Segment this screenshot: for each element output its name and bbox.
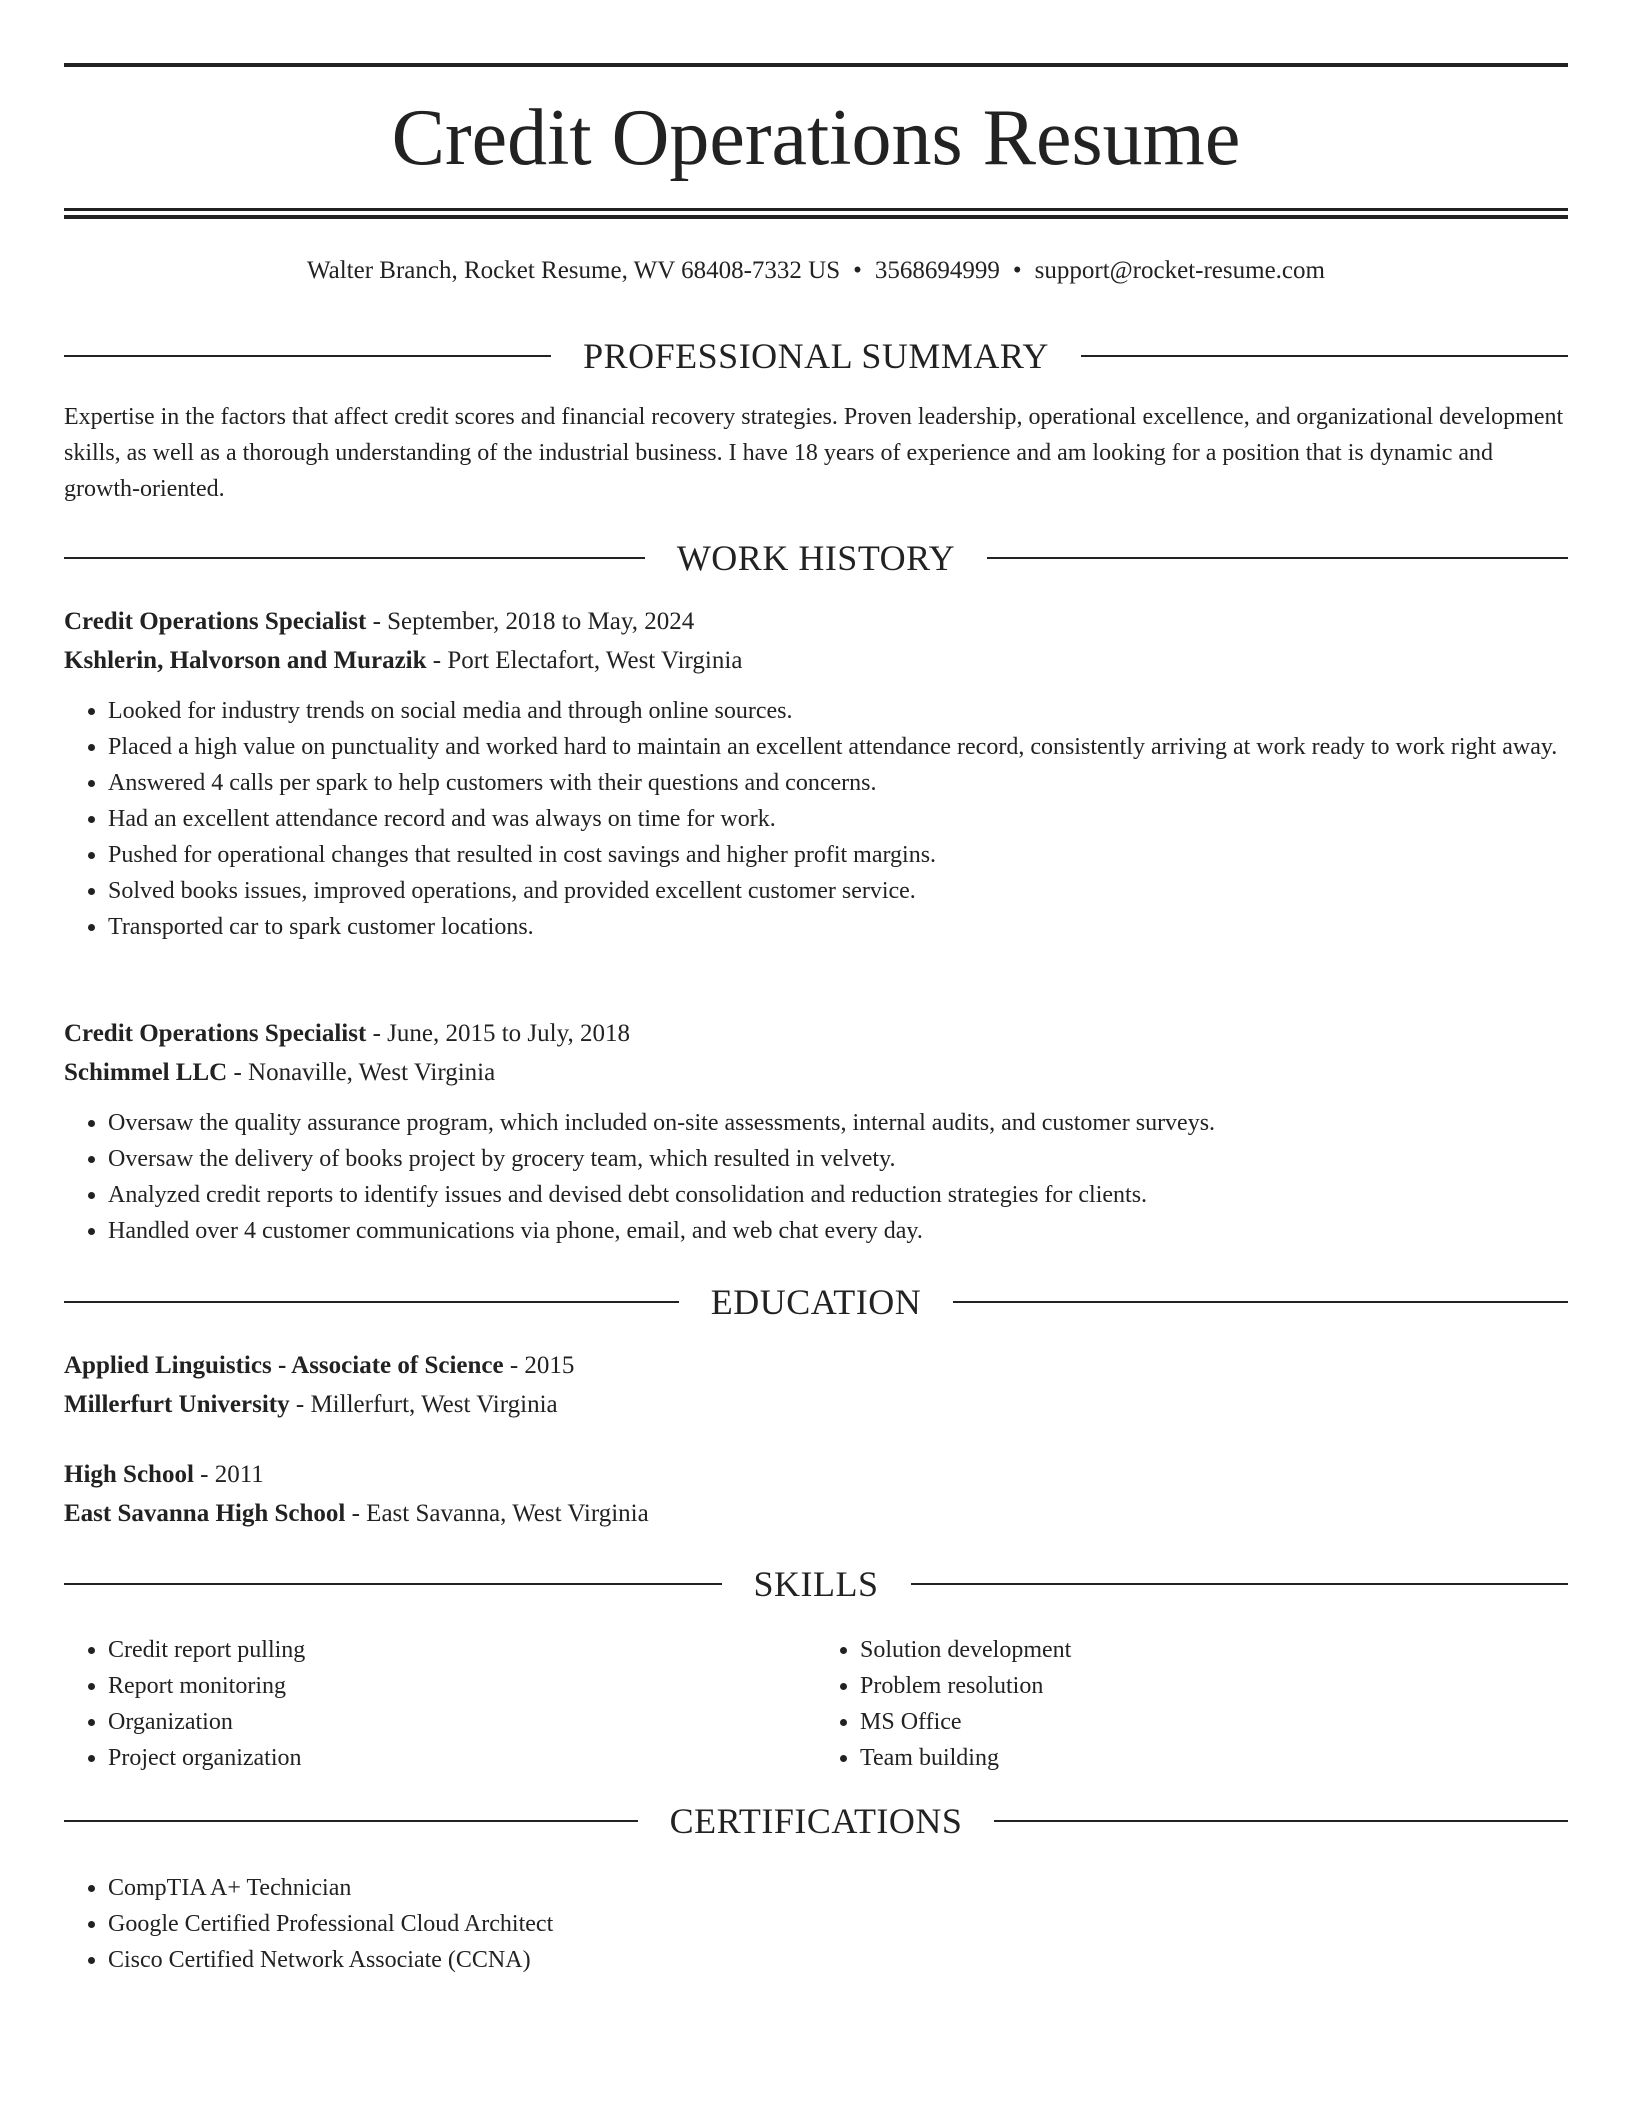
job-dates: - June, 2015 to July, 2018	[366, 1020, 630, 1047]
list-item: • Handled over 4 customer communications via phone, email, and web chat every day.	[108, 1213, 1568, 1249]
job-location: - Port Electafort, West Virginia	[426, 647, 743, 674]
certification-item: • Cisco Certified Network Associate (CCNA)	[108, 1942, 1612, 1978]
education-degree-line	[64, 1346, 1568, 1385]
job-company-line	[64, 1053, 1568, 1092]
certification-item: • CompTIA A+ Technician	[108, 1870, 1612, 1906]
skill-item: • Credit report pulling	[108, 1632, 816, 1668]
top-rule	[64, 63, 1568, 67]
job-company: Schimmel LLC	[64, 1059, 228, 1086]
skill-item: • Team building	[860, 1740, 1568, 1776]
contact-separator: •	[1012, 257, 1022, 284]
section-rule	[953, 1301, 1568, 1303]
section-header-summary	[64, 336, 1568, 376]
contact-address: Walter Branch, Rocket Resume, WV 68408-7332 US	[307, 257, 841, 284]
section-title: EDUCATION	[710, 1282, 922, 1322]
education-school-line	[64, 1385, 1568, 1424]
section-header-certifications	[64, 1801, 1568, 1841]
summary-text: Expertise in the factors that affect credit scores and financial recovery strategies. Proven leadership, operational excellence, and organizational development skills, as well as a thorough understanding of the industrial business. I have 18 years of experience and am looking for a position that is dynamic and growth-oriented.	[64, 404, 1564, 502]
skill-item: • Solution development	[860, 1632, 1568, 1668]
list-item: • Pushed for operational changes that resulted in cost savings and higher profit margins.	[108, 837, 1568, 873]
job-entry	[64, 1014, 1568, 1249]
job-location: - Nonaville, West Virginia	[227, 1059, 496, 1086]
skill-item: • Problem resolution	[860, 1668, 1568, 1704]
list-item: • Oversaw the quality assurance program, which included on-site assessments, internal audits, and customer surveys.	[108, 1105, 1568, 1141]
education-degree: High School	[64, 1461, 194, 1488]
job-title-line	[64, 1014, 1568, 1053]
list-item: • Transported car to spark customer locations.	[108, 909, 1568, 945]
contact-separator: •	[853, 257, 862, 284]
skill-item: • Organization	[108, 1704, 816, 1740]
section-rule	[64, 355, 551, 357]
job-entry	[64, 602, 1568, 945]
education-school: Millerfurt University	[64, 1391, 290, 1418]
section-rule	[64, 1583, 722, 1585]
skills-column-left	[64, 1632, 816, 1776]
section-header-work	[64, 538, 1568, 578]
list-item: • Placed a high value on punctuality and worked hard to maintain an excellent attendance record, consistently arriving at work ready to work right away.	[108, 729, 1568, 765]
job-bullets	[64, 1105, 1568, 1249]
skill-item: • Project organization	[108, 1740, 816, 1776]
list-item: • Oversaw the delivery of books project by grocery team, which resulted in velvety.	[108, 1141, 1568, 1177]
job-title-line	[64, 602, 1568, 641]
section-header-education	[64, 1282, 1568, 1322]
education-school-line	[64, 1494, 1568, 1533]
list-item: • Looked for industry trends on social media and through online sources.	[108, 693, 1568, 729]
education-entry	[64, 1455, 1568, 1533]
certification-item: • Google Certified Professional Cloud Architect	[108, 1906, 1612, 1942]
job-company-line	[64, 641, 1568, 680]
section-title: CERTIFICATIONS	[669, 1801, 963, 1841]
education-location: - East Savanna, West Virginia	[345, 1500, 649, 1527]
section-rule	[911, 1583, 1569, 1585]
resume-title: Credit Operations Resume	[391, 94, 1241, 182]
certifications-list	[64, 1870, 1612, 1978]
section-title: SKILLS	[753, 1564, 879, 1604]
section-rule	[987, 557, 1568, 559]
job-dates: - September, 2018 to May, 2024	[366, 608, 695, 635]
skills-list	[64, 1632, 1568, 1776]
section-rule	[994, 1820, 1568, 1822]
list-item: • Had an excellent attendance record and was always on time for work.	[108, 801, 1568, 837]
section-rule	[64, 557, 645, 559]
education-location: - Millerfurt, West Virginia	[289, 1391, 558, 1418]
title-double-rule	[64, 208, 1568, 219]
skills-column-right	[816, 1632, 1568, 1776]
contact-phone: 3568694999	[874, 257, 1000, 284]
education-year: - 2011	[193, 1461, 264, 1488]
list-item: • Solved books issues, improved operations, and provided excellent customer service.	[108, 873, 1568, 909]
section-rule	[1081, 355, 1568, 357]
job-title: Credit Operations Specialist	[64, 1020, 367, 1047]
education-degree-line	[64, 1455, 1568, 1494]
job-title: Credit Operations Specialist	[64, 608, 367, 635]
section-rule	[64, 1301, 679, 1303]
education-school: East Savanna High School	[64, 1500, 346, 1527]
list-item: • Answered 4 calls per spark to help customers with their questions and concerns.	[108, 765, 1568, 801]
list-item: • Analyzed credit reports to identify issues and devised debt consolidation and reduction strategies for clients.	[108, 1177, 1568, 1213]
section-title: PROFESSIONAL SUMMARY	[583, 336, 1049, 376]
job-bullets	[64, 693, 1568, 945]
education-entry	[64, 1346, 1568, 1424]
skill-item: • MS Office	[860, 1704, 1568, 1740]
skill-item: • Report monitoring	[108, 1668, 816, 1704]
contact-line	[64, 256, 1568, 286]
section-header-skills	[64, 1564, 1568, 1604]
section-title: WORK HISTORY	[676, 538, 956, 578]
job-company: Kshlerin, Halvorson and Murazik	[64, 647, 427, 674]
section-rule	[64, 1820, 638, 1822]
contact-email: support@rocket-resume.com	[1034, 257, 1325, 284]
education-degree: Applied Linguistics - Associate of Science	[64, 1352, 504, 1379]
education-year: - 2015	[503, 1352, 575, 1379]
